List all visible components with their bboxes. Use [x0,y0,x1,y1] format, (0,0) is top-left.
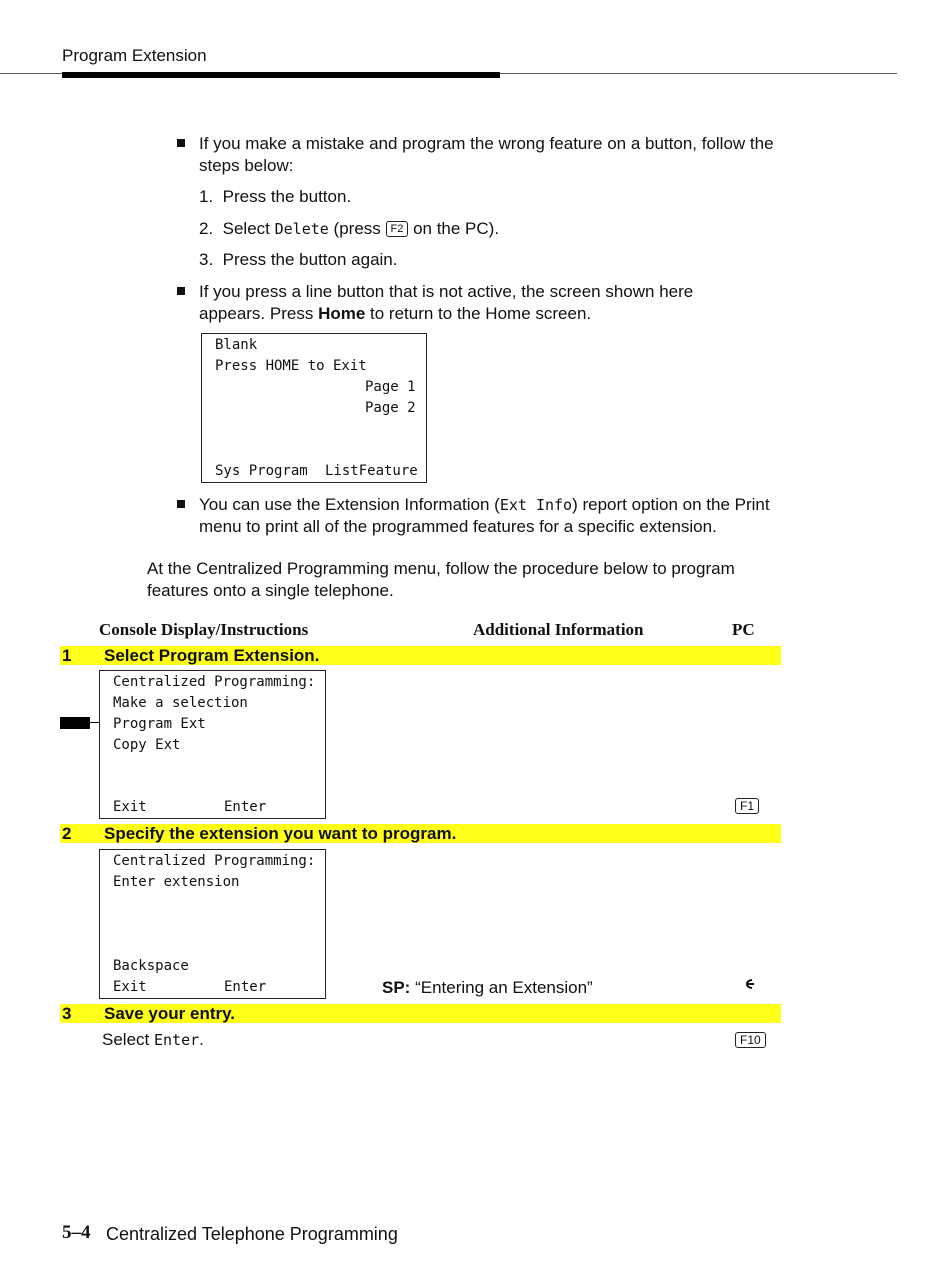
screen-option-program-ext: Program Ext [113,716,206,732]
softkey-enter: Enter [224,799,267,815]
sp-label: SP: [382,978,411,997]
step-2-number: 2 [62,824,72,843]
step-text: Press the button again. [222,250,398,269]
step-text-post: on the PC). [408,219,500,238]
step-number: 3. [199,250,214,269]
bullet-text: You can use the Extension Information ( [199,495,500,514]
enter-code: Enter [153,1031,200,1049]
sp-reference: “Entering an Extension” [410,978,593,997]
bullet-marker [177,500,185,508]
step-3 [199,249,397,271]
return-arrow-icon [739,977,755,991]
screen-line: Centralized Programming: [113,853,316,869]
softkey-sys-program: Sys Program [215,463,308,479]
bullet-text: If you press a line button that is not active, the screen shown here appears. Press [199,282,694,323]
bullet-marker [177,287,185,295]
step-1-screen-display [99,670,326,819]
pc-key-label: F1 [735,798,759,814]
step-2-title: Specify the extension you want to program. [104,824,457,843]
bullet-line-button-text [199,281,759,325]
bullet-mistake-text: If you make a mistake and program the wrong feature on a button, follow the steps below: [199,134,774,175]
screen-line: Press HOME to Exit [215,358,367,374]
f2-key-icon: F2 [386,221,409,237]
page-header-title: Program Extension [62,46,207,65]
bullet-text-post: ) report option on the Print menu to print all of the programmed features for a specific extension. [199,495,770,536]
instruction-text: Select [102,1030,154,1049]
step-1 [199,186,351,208]
softkey-exit: Exit [113,799,147,815]
page-number: 5–4 [62,1222,91,1243]
step-number: 2. [199,219,214,238]
screen-line: Enter extension [113,874,240,890]
screen-line: Make a selection [113,695,248,711]
intro-paragraph: At the Centralized Programming menu, follow the procedure below to program features onto a single telephone. [147,559,735,600]
softkey-exit: Exit [113,979,147,995]
step-3-title: Save your entry. [104,1004,236,1023]
screen-option-copy-ext: Copy Ext [113,737,181,753]
column-header-console: Console Display/Instructions [99,620,309,639]
bullet-marker [177,139,185,147]
delete-code: Delete [274,220,329,238]
header-thick-rule [62,72,500,78]
softkey-enter: Enter [224,979,267,995]
step-2 [199,218,499,240]
step-text: Select [222,219,275,238]
step-text: Press the button. [222,187,352,206]
step-1-title: Select Program Extension. [104,646,320,665]
step-2-screen-display [99,849,326,999]
screen-page-2: Page 2 [365,400,416,416]
chapter-title: Centralized Telephone Programming [106,1224,398,1244]
column-header-pc: PC [732,620,755,639]
screen-page-1: Page 1 [365,379,416,395]
f10-key-icon [735,1032,766,1051]
f1-key-icon [735,798,759,817]
screen-line: Blank [215,337,258,353]
column-header-info: Additional Information [473,620,644,639]
bullet-text-post: to return to the Home screen. [365,304,592,323]
instruction-period: . [199,1030,204,1049]
pc-key-label: F10 [735,1032,766,1048]
step-3-instruction [102,1029,204,1051]
softkey-list-feature: ListFeature [325,463,418,479]
home-key-label: Home [318,304,366,323]
step-number: 1. [199,187,214,206]
softkey-backspace: Backspace [113,958,189,974]
step-3-number: 3 [62,1004,72,1023]
pointer-indicator [60,717,90,729]
step-text-mid: (press [328,219,386,238]
blank-screen-display [201,333,427,483]
bullet-ext-info-text [199,494,789,538]
step-2-additional-info [382,977,593,999]
screen-line: Centralized Programming: [113,674,316,690]
ext-info-code: Ext Info [499,496,573,514]
step-1-number: 1 [62,646,72,665]
